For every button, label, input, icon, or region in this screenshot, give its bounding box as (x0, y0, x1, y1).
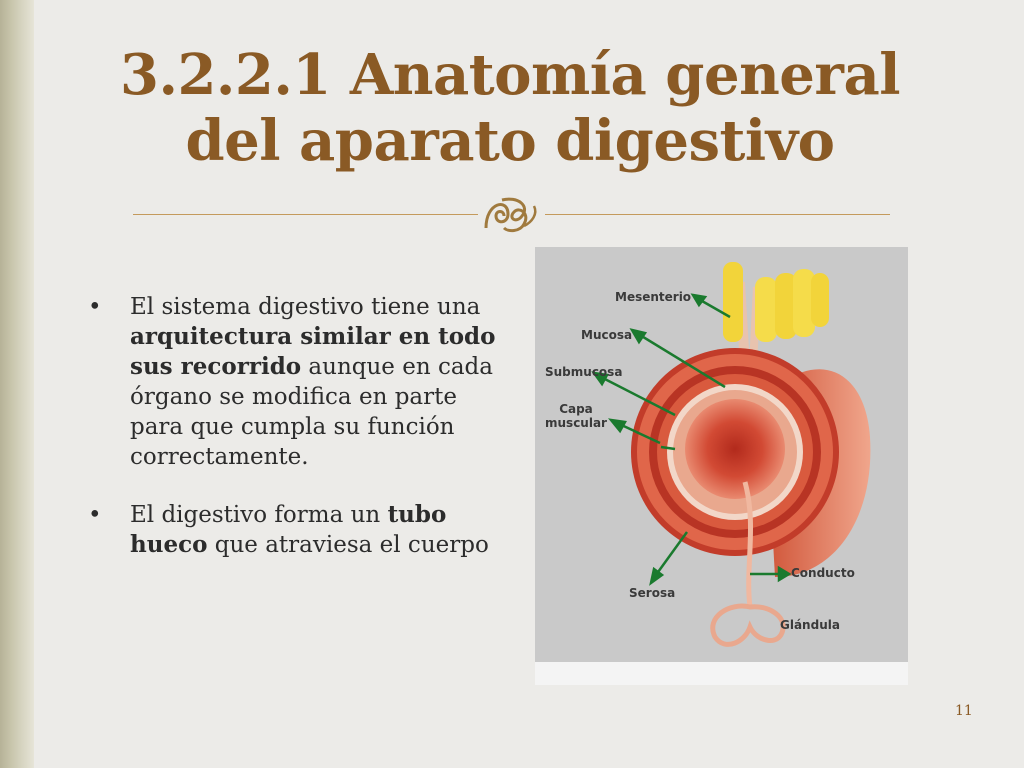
decorative-left-border (0, 0, 34, 768)
label-capa-muscular: Capa muscular (545, 402, 607, 430)
label-mucosa: Mucosa (581, 328, 633, 342)
bullet-text: que atraviesa el cuerpo (207, 532, 489, 558)
title-divider-right (545, 214, 890, 215)
digestive-tube-cross-section-figure (535, 247, 908, 685)
slide-title: 3.2.2.1 Anatomía general del aparato digestivo (119, 41, 900, 174)
label-submucosa: Submucosa (545, 365, 623, 379)
flourish-ornament-icon (478, 192, 542, 236)
title-divider-left (133, 214, 478, 215)
bullet-emphasis-text: arquitectura similar en todo sus recorrido (130, 323, 496, 380)
bullet-item (88, 500, 508, 560)
page-number: 11 (955, 703, 973, 719)
bullet-text: El digestivo forma un (130, 502, 388, 528)
bullet-emphasis-text: tubo hueco (130, 501, 447, 558)
bullet-item (88, 292, 508, 472)
bullet-marker: • (88, 294, 102, 320)
bullet-marker: • (88, 502, 102, 528)
cross-section-illustration (535, 247, 908, 685)
label-mesenterio: Mesenterio (615, 290, 692, 304)
bullet-text: aunque en cada órgano se modifica en parte para que cumpla su función correctamente. (130, 354, 493, 470)
label-serosa: Serosa (629, 586, 676, 600)
label-glandula: Glándula (780, 618, 840, 632)
bullet-list (88, 292, 508, 588)
bullet-text: El sistema digestivo tiene una (130, 294, 481, 320)
label-conducto: Conducto (791, 566, 855, 580)
